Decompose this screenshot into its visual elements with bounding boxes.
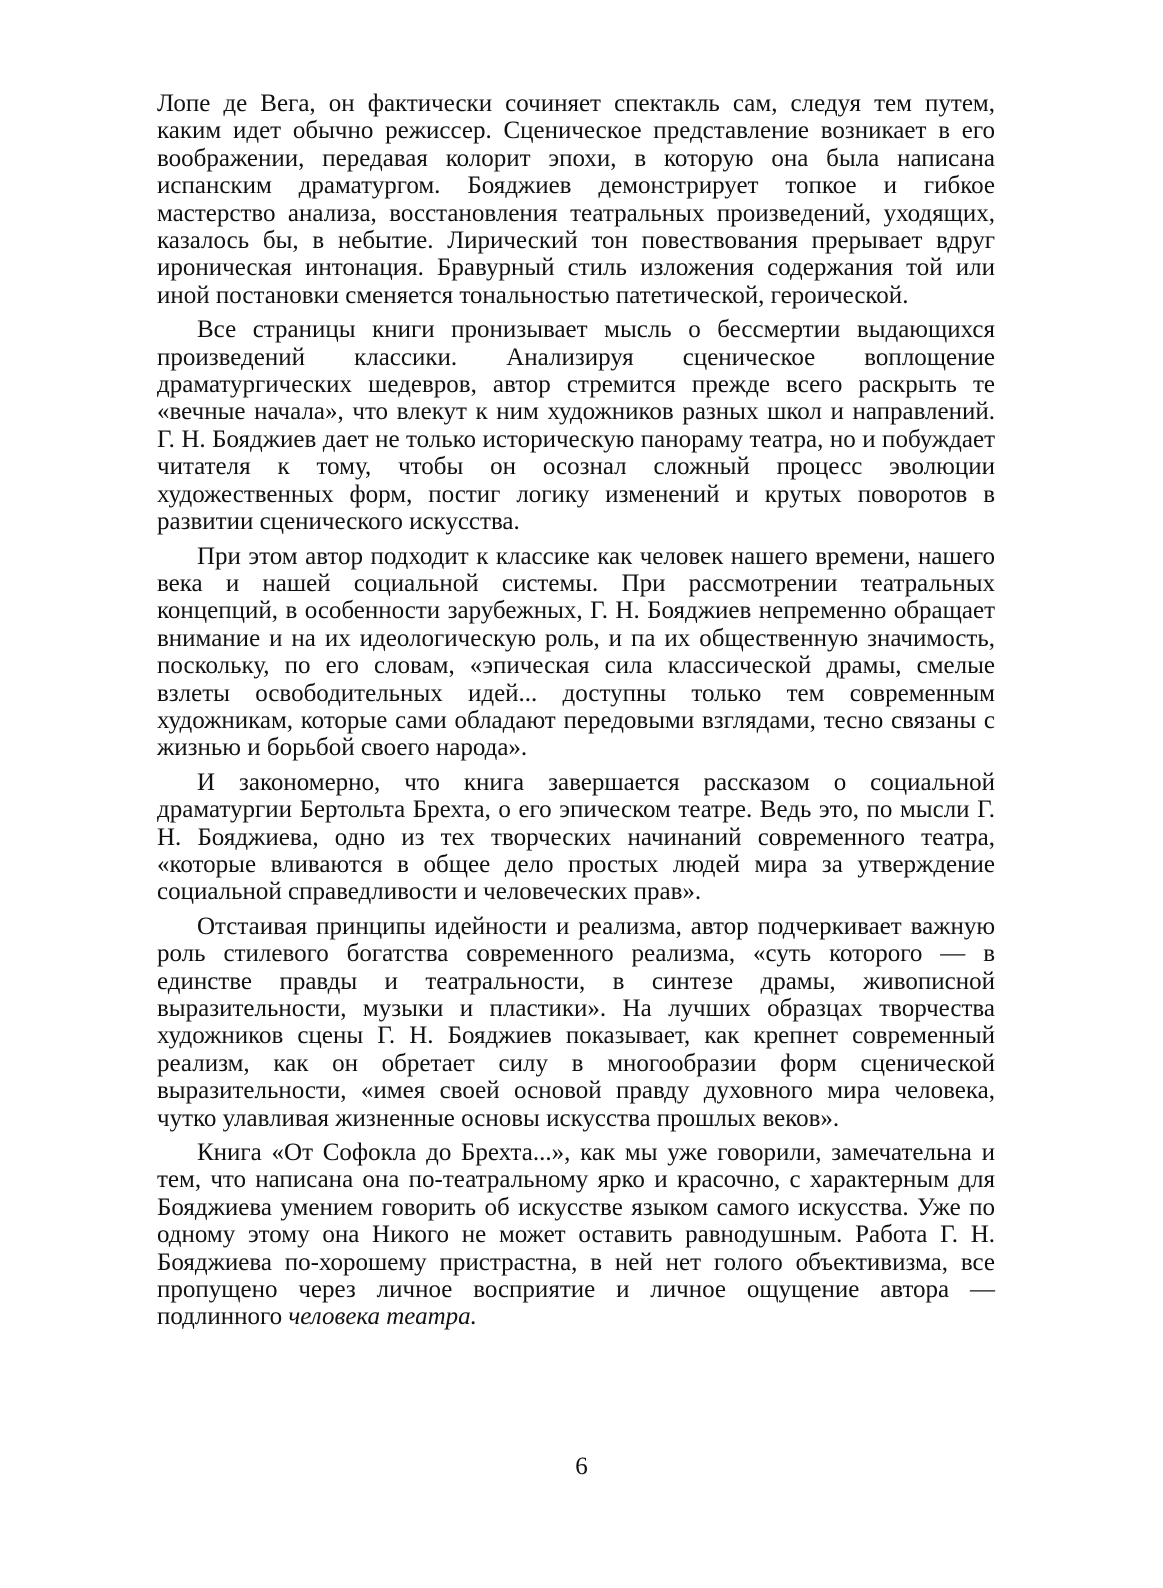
page-body bbox=[157, 90, 995, 1338]
paragraph-1: Лопе де Вега, он фактически сочиняет спектакль сам, следуя тем путем, каким идет обычно режиссер. Сценическое представление возникает в его воображении, передавая колорит эпохи, в которую она была написана испанским драматургом. Бояджиев демонстрирует топкое и гибкое мастерство анализа, восстановления театральных произведений, уходящих, казалось бы, в небытие. Лирический тон повествования прерывает вдруг ироническая интонация. Бравурный стиль изложения содержания той или иной постановки сменяется тональностью патетической, героической. bbox=[157, 90, 995, 309]
paragraph-6 bbox=[157, 1139, 995, 1331]
paragraph-2: Все страницы книги пронизывает мысль о бессмертии выдающихся произведений классики. Анализируя сценическое воплощение драматургических шедевров, автор стремится прежде всего раскрыть те «вечные начала», что влекут к ним художников разных школ и направлений. Г. Н. Бояджиев дает не только историческую панораму театра, но и побуждает читателя к тому, чтобы он осознал сложный процесс эволюции художественных форм, постиг логику изменений и крутых поворотов в развитии сценического искусства. bbox=[157, 316, 995, 536]
paragraph-4: И закономерно, что книга завершается рассказом о социальной драматургии Бертольта Брехта, о его эпическом театре. Ведь это, по мысли Г. Н. Бояджиева, одно из тех творческих начинаний современного театра, «которые вливаются в общее дело простых людей мира за утверждение социальной справедливости и человеческих прав». bbox=[157, 768, 995, 906]
paragraph-5: Отстаивая принципы идейности и реализма, автор подчеркивает важную роль стилевого богатства современного реализма, «суть которого — в единстве правды и театральности, в синтезе драмы, живописной выразительности, музыки и пластики». На лучших образцах творчества художников сцены Г. Н. Бояджиев показывает, как крепнет современный реализм, как он обретает силу в многообразии форм сценической выразительности, «имея своей основой правду духовного мира человека, чутко улавливая жизненные основы искусства прошлых веков». bbox=[157, 912, 995, 1132]
paragraph-6-text: Книга «От Софокла до Брехта...», как мы уже говорили, замечательна и тем, что написана она по-театральному ярко и красочно, с характерным для Бояджиева умением говорить об искусстве языком самого искусства. Уже по одному этому она Никого не может оставить равнодушным. Работа Г. Н. Бояджиева по-хорошему пристрастна, в ней нет голого объективизма, все пропущено через личное восприятие и личное ощущение автора — подлинного bbox=[157, 1139, 995, 1331]
paragraph-3: При этом автор подходит к классике как человек нашего времени, нашего века и нашей социальной системы. При рассмотрении театральных концепций, в особенности зарубежных, Г. Н. Бояджиев непременно обращает внимание и на их идеологическую роль, и па их общественную значимость, поскольку, по его словам, «эпическая сила классической драмы, смелые взлеты освободительных идей... доступны только тем современным художникам, которые сами обладают передовыми взглядами, тесно связаны с жизнью и борьбой своего народа». bbox=[157, 542, 995, 762]
paragraph-6-italic: человека театра. bbox=[288, 1303, 477, 1331]
page-number: 6 bbox=[575, 1453, 588, 1480]
